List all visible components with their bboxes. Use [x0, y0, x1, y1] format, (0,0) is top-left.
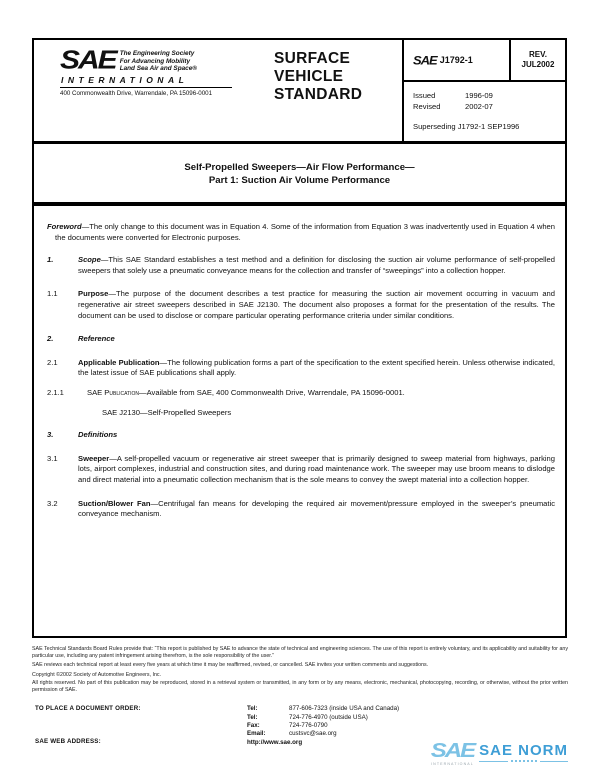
document-type-title: SURFACE VEHICLE STANDARD: [274, 50, 363, 103]
section-1-scope: 1. Scope—This SAE Standard establishes a test method and a definition for disclosing the suction air volume performance of self-propelled sweepers that solely use a pneumatic conveyance means for the collection and transfer of “sweepings” into a collection hopper.: [47, 255, 555, 275]
section-2-reference: 2. Reference: [47, 334, 115, 344]
sae-address: 400 Commonwealth Drive, Warrendale, PA 15096-0001: [60, 90, 213, 97]
sae-small-mark: SAE: [413, 53, 437, 67]
section-1-1-purpose: 1.1 Purpose—The purpose of the document describes a test practice for measuring the suction air movement occurring in vacuum and regenerative air street sweepers described in SAE J2130. The document also proposes a format for the presentation of the results. The document can be used to disclose or compare particular operating performance criteria under similar conditions.: [47, 289, 555, 320]
document-title: Self-Propelled Sweepers—Air Flow Performance— Part 1: Suction Air Volume Performance: [34, 144, 565, 206]
legal-notice-2: SAE reviews each technical report at least every five years at which time it may be reaffirmed, revised, or cancelled. SAE invites your written comments and suggestions.: [32, 662, 429, 669]
document-number: SAE J1792-1: [413, 53, 473, 67]
sae-logo-mark: SAE: [60, 46, 116, 75]
standard-cover-box: [32, 38, 567, 638]
document-footer: [32, 646, 568, 766]
issue-history: [404, 82, 565, 141]
contact-row-tel-intl: Tel: 724-776-4970 (outside USA): [247, 713, 368, 721]
contact-row-email: Email: custsvc@sae.org: [247, 730, 337, 738]
copyright-notice: Copyright ©2002 Society of Automotive Engineers, Inc.: [32, 672, 162, 679]
sae-norm-mark-icon: SAE: [430, 739, 475, 763]
rights-notice: All rights reserved. No part of this publication may be reproduced, stored in a retrieval system or transmitted, in any form or by any means, electronic, mechanical, photocopying, recording, or otherwise, without the prior written permission of SAE.: [32, 680, 568, 693]
revised-row: Revised 2002-07: [413, 102, 493, 111]
sae-norm-logo: SAE INTERNATIONAL SAE NORM: [430, 739, 568, 766]
revision-badge: REV. JUL2002: [509, 40, 565, 80]
norm-logo-rule: [479, 760, 568, 762]
foreword-paragraph: Foreword—The only change to this document was in Equation 4. Some of the information from Equation 3 was inadvertently used in Equation 4 when the documents were converted for Electronic purposes.: [47, 222, 555, 242]
sae-international-label: INTERNATIONAL: [60, 74, 232, 88]
contact-row-fax: Fax: 724-776-0790: [247, 721, 328, 729]
section-2-1-applicable-publication: 2.1 Applicable Publication—The following publication forms a part of the specification to the extent specified herein. Unless otherwise indicated, the latest issue of SAE publications shall apply.: [47, 357, 555, 378]
contact-row-tel-usa: Tel: 877-606-7323 (inside USA and Canada): [247, 705, 400, 713]
document-header: [34, 40, 565, 144]
sae-logo: [60, 48, 250, 141]
section-3-2-suction-blower-fan: 3.2 Suction/Blower Fan—Centrifugal fan means for developing the required air movement/pressure employed in the sweeper’s pneumatic conveyance mechanism.: [47, 498, 555, 519]
document-body: [34, 206, 565, 636]
superseding-note: Superseding J1792-1 SEP1996: [413, 122, 520, 131]
section-3-1-sweeper: 3.1 Sweeper—A self-propelled vacuum or regenerative air street sweeper that is primarily designed to sweep material from highways, parking lots, airport complexes, industrial and construction sites, and during road maintenance work. The sweeper may use broom means to dislodge and direct material into a pneumatic collection mechanism that is the sole means to convey the swept material into a collection hopper.: [47, 453, 555, 484]
web-address-label: SAE WEB ADDRESS:: [35, 738, 101, 746]
web-address-value: http://www.sae.org: [247, 739, 303, 747]
section-3-definitions: 3. Definitions: [47, 430, 118, 440]
referenced-publication: SAE J2130—Self-Propelled Sweepers: [102, 407, 232, 417]
document-id-block: [402, 40, 565, 141]
order-label: TO PLACE A DOCUMENT ORDER:: [35, 705, 141, 713]
sae-logo-tagline: The Engineering Society For Advancing Mobility Land Sea Air and Space®: [119, 50, 197, 73]
section-2-1-1-sae-publication: 2.1.1 SAE Publication—Available from SAE, 400 Commonwealth Drive, Warrendale, PA 15096-0001.: [47, 387, 405, 397]
issued-row: Issued 1996-09: [413, 91, 493, 100]
legal-notice-1: SAE Technical Standards Board Rules provide that: “This report is published by SAE to advance the state of technical and engineering sciences. The use of this report is entirely voluntary, and its applicability and suitability for any particular use, including any patent infringement arising therefrom, is the sole responsibility of the user.”: [32, 646, 568, 659]
